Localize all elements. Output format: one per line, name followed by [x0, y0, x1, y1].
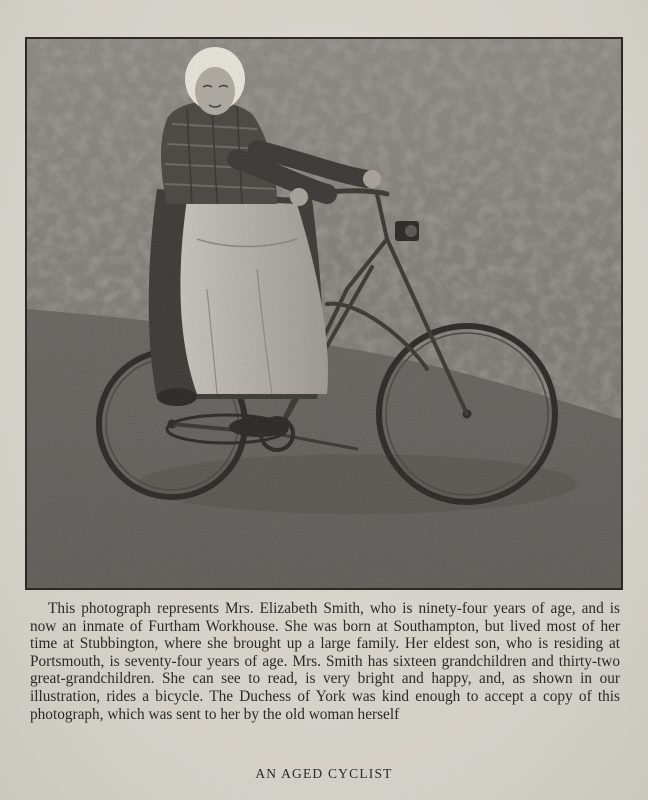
caption-paragraph: This photograph represents Mrs. Elizabeth Smith, who is ninety-four years of age, and is now an inmate of Furtham Workhouse. She was born at Southampton, but lived most of her time at Stubbington, where she brought up a large family. Her eldest son, who is residing at Portsmouth, is seventy-four years of age. Mrs. Smith has sixteen grandchildren and thirty-two great-grandchildren. She can see to read, is very bright and happy, and, as shown in our illustration, rides a bicycle. The Duchess of York was kind enough to accept a copy of this photograph, which was sent to her by the old woman herself: [30, 600, 620, 723]
cyclist-photo-illustration: [27, 39, 621, 588]
photograph: [25, 37, 623, 590]
photo-caption: [30, 600, 620, 723]
article-title: AN AGED CYCLIST: [255, 766, 393, 781]
